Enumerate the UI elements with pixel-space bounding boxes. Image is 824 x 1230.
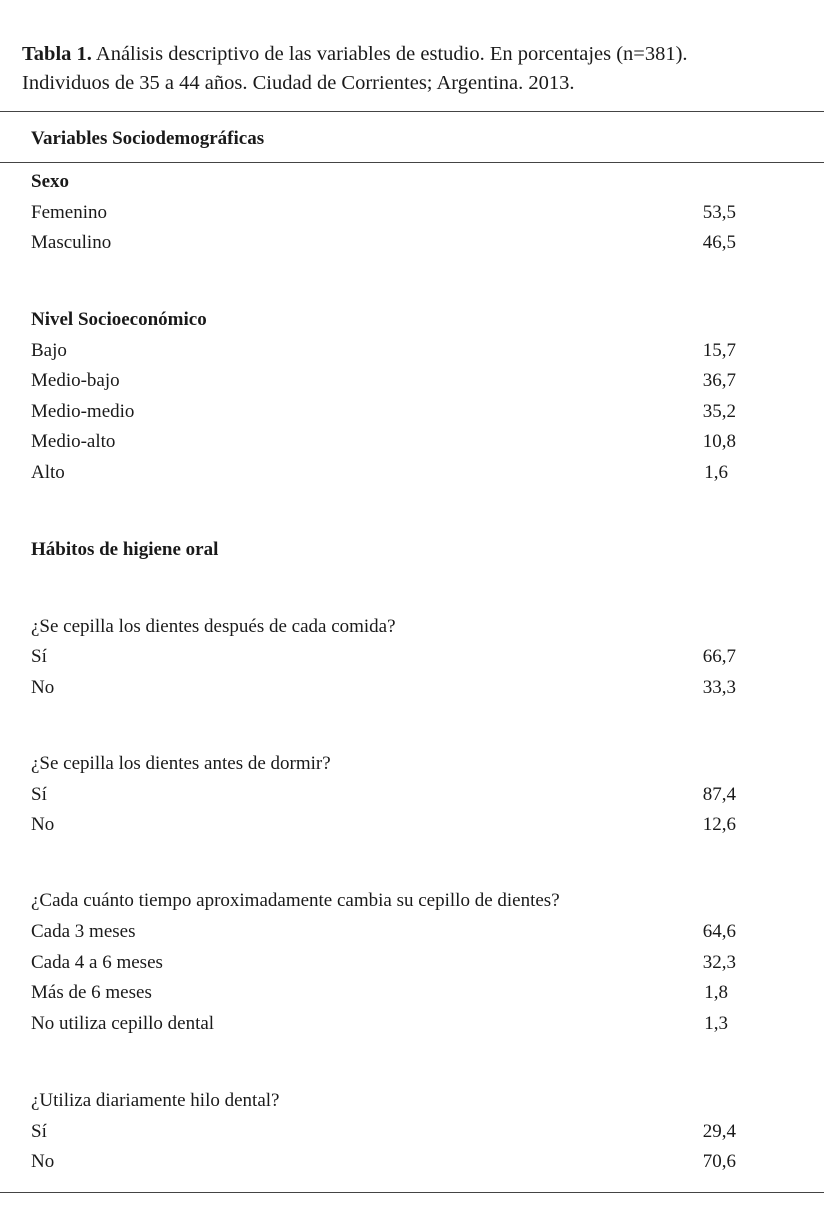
- row-value: 53,5: [702, 202, 736, 223]
- row-label: Femenino: [31, 202, 107, 223]
- table-row: [31, 978, 736, 1008]
- row-label: Más de 6 meses: [31, 982, 152, 1003]
- row-label: Sí: [31, 1121, 47, 1142]
- row-value: 36,7: [702, 370, 736, 391]
- caption-label: Tabla 1.: [22, 43, 92, 65]
- row-value: 12,6: [702, 814, 736, 835]
- row-value: 32,3: [702, 952, 736, 973]
- table-row: [31, 458, 736, 488]
- row-value: 1,3: [704, 1013, 728, 1034]
- row-label: No: [31, 1151, 55, 1172]
- table-row: [31, 673, 736, 703]
- row-value: 66,7: [702, 646, 736, 667]
- section-heading-sexo: [31, 167, 736, 197]
- question-row: [31, 749, 736, 779]
- caption-text-1: Análisis descriptivo de las variables de estudio. En porcentajes (n=381).: [91, 43, 688, 65]
- caption-line-2: Individuos de 35 a 44 años. Ciudad de Corrientes; Argentina. 2013.: [22, 72, 575, 94]
- question-text: ¿Utiliza diariamente hilo dental?: [31, 1090, 280, 1111]
- question-text: ¿Cada cuánto tiempo aproximadamente cambia su cepillo de dientes?: [31, 890, 560, 911]
- section-title: Sexo: [31, 171, 69, 192]
- section-heading-habitos: [31, 535, 736, 565]
- table-row: [31, 427, 736, 457]
- question-row: [31, 1086, 736, 1116]
- table-row: [31, 228, 736, 258]
- row-label: Alto: [31, 462, 65, 483]
- row-value: 29,4: [702, 1121, 736, 1142]
- table-header: [31, 124, 736, 154]
- table-row: [31, 810, 736, 840]
- row-value: 87,4: [702, 784, 736, 805]
- question-row: [31, 612, 736, 642]
- row-label: No: [31, 677, 55, 698]
- table-row: [31, 917, 736, 947]
- row-value: 35,2: [702, 401, 736, 422]
- row-value: 1,6: [704, 462, 728, 483]
- row-label: Bajo: [31, 340, 67, 361]
- row-value: 1,8: [704, 982, 728, 1003]
- question-row: [31, 886, 736, 916]
- row-label: Medio-medio: [31, 401, 135, 422]
- table-row: [31, 780, 736, 810]
- row-label: Medio-bajo: [31, 370, 120, 391]
- row-label: Sí: [31, 784, 47, 805]
- table-row: [31, 397, 736, 427]
- header-rule: [0, 162, 824, 163]
- row-label: Cada 3 meses: [31, 921, 136, 942]
- question-text: ¿Se cepilla los dientes después de cada comida?: [31, 616, 396, 637]
- row-label: Cada 4 a 6 meses: [31, 952, 163, 973]
- row-label: No: [31, 814, 55, 835]
- row-value: 64,6: [702, 921, 736, 942]
- section-title: Hábitos de higiene oral: [31, 539, 219, 560]
- table-top-rule: [0, 111, 824, 112]
- table-caption: [22, 40, 812, 98]
- header-label: Variables Sociodemográficas: [31, 128, 265, 149]
- row-value: 46,5: [702, 232, 736, 253]
- row-label: Sí: [31, 646, 47, 667]
- caption-line-1: [22, 40, 812, 69]
- table-row: [31, 1117, 736, 1147]
- question-text: ¿Se cepilla los dientes antes de dormir?: [31, 753, 331, 774]
- table-row: [31, 948, 736, 978]
- row-label: Medio-alto: [31, 431, 116, 452]
- table-row: [31, 642, 736, 672]
- table-row: [31, 1009, 736, 1039]
- row-value: 33,3: [702, 677, 736, 698]
- table-row: [31, 1147, 736, 1177]
- row-label: No utiliza cepillo dental: [31, 1013, 215, 1034]
- table-row: [31, 198, 736, 228]
- row-value: 15,7: [702, 340, 736, 361]
- row-value: 70,6: [702, 1151, 736, 1172]
- section-heading-nivel: [31, 305, 736, 335]
- table-row: [31, 336, 736, 366]
- row-value: 10,8: [702, 431, 736, 452]
- table-bottom-rule: [0, 1192, 824, 1193]
- row-label: Masculino: [31, 232, 112, 253]
- table-row: [31, 366, 736, 396]
- section-title: Nivel Socioeconómico: [31, 309, 207, 330]
